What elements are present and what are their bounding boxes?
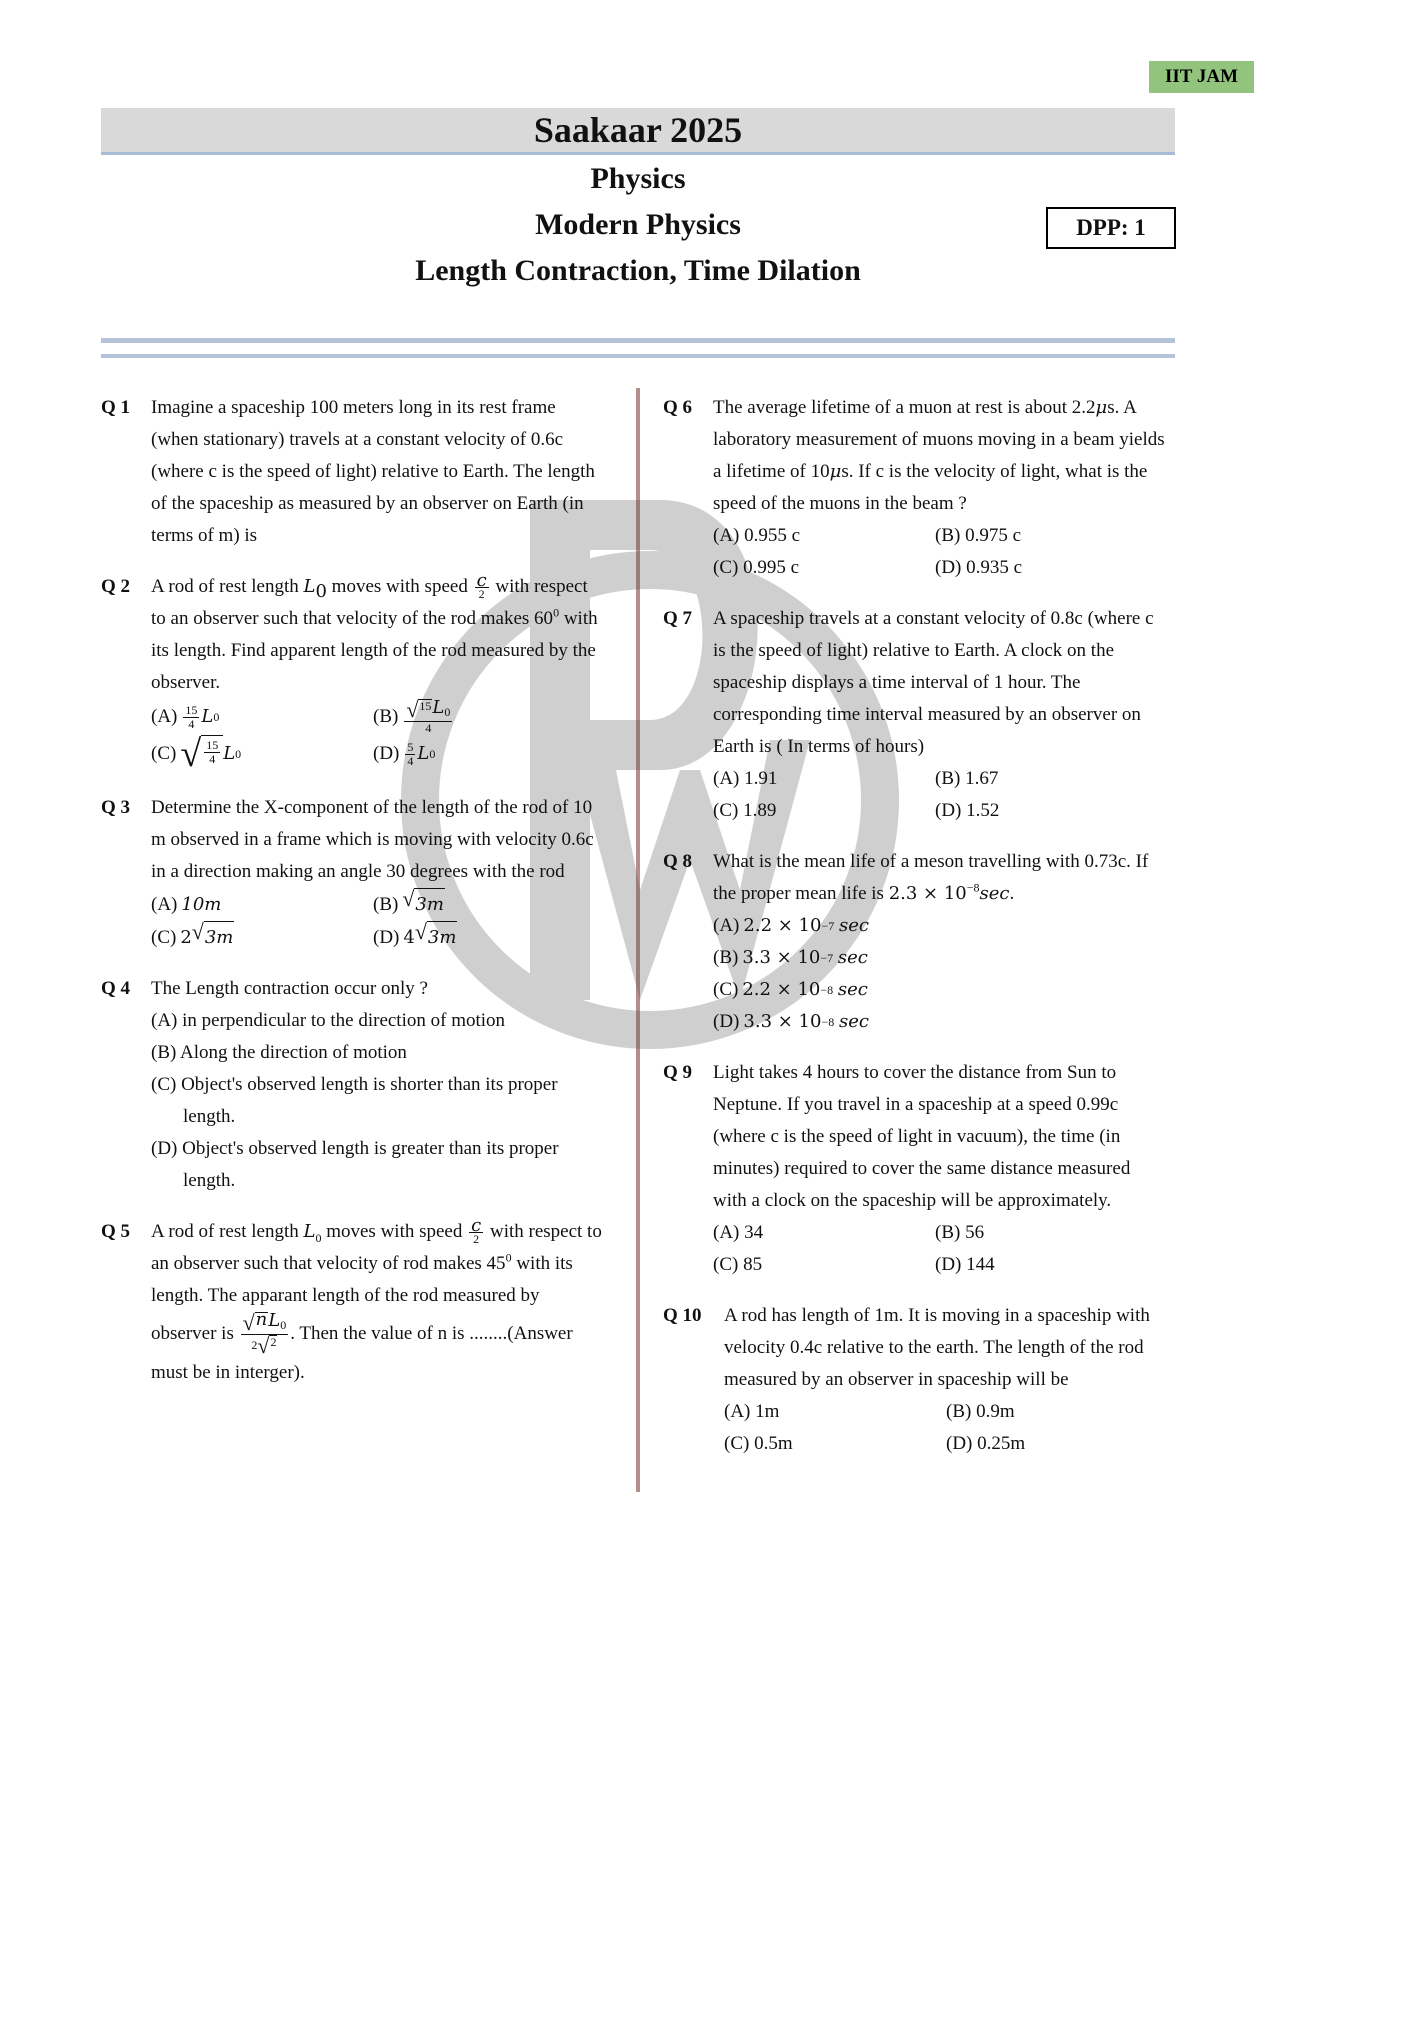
header-rule	[101, 354, 1175, 358]
question-text: The average lifetime of a muon at rest is about 2.2μs. A laboratory measurement of muons moving in a beam yields a lifetime of 10μs. If c is the velocity of light, what is the speed of the muons in the beam ?	[713, 397, 1165, 514]
question-7	[663, 603, 1168, 827]
question-text: A rod has length of 1m. It is moving in a spaceship with velocity 0.4c relative to the earth. The length of the rod measured by an observer in spaceship will be	[724, 1305, 1150, 1390]
option-b: (B) 3.3 × 10 −7 sec	[713, 947, 868, 968]
question-9	[663, 1057, 1168, 1281]
question-number: Q 6	[663, 397, 693, 418]
question-number: Q 10	[663, 1305, 702, 1326]
option-a: (A) $\frac{15}{4}$ L 0	[151, 702, 220, 731]
option-a: (A) 10m	[151, 893, 222, 915]
options	[151, 888, 606, 954]
question-6	[663, 392, 1168, 584]
option-a: (A) 1m	[724, 1401, 780, 1422]
options	[713, 910, 1168, 1038]
option-d: (D) 144	[935, 1254, 995, 1275]
left-column	[101, 392, 606, 1408]
option-d: (D) 0.25m	[946, 1433, 1026, 1454]
question-text: Imagine a spaceship 100 meters long in its rest frame (when stationary) travels at a constant velocity of 0.6c (where c is the speed of light) relative to Earth. The length of the spaceship as measured by an observer on Earth (in terms of m) is	[151, 397, 595, 546]
question-number: Q 7	[663, 608, 693, 629]
option-c: (C) 1.89	[713, 800, 777, 821]
options	[151, 1005, 606, 1197]
option-c: (C) 85	[713, 1254, 763, 1275]
question-5	[101, 1216, 606, 1389]
question-number: Q 3	[101, 797, 131, 818]
option-b: (B) 1.67	[935, 768, 999, 789]
option-a: (A) 0.955 c	[713, 525, 801, 546]
option-b: (B) 0.975 c	[935, 525, 1022, 546]
question-number: Q 5	[101, 1221, 131, 1242]
option-b: (B) 0.9m	[946, 1401, 1015, 1422]
exam-tag: IIT JAM	[1149, 61, 1254, 93]
page-title: Saakaar 2025	[101, 108, 1175, 155]
question-2	[101, 571, 606, 773]
options	[151, 696, 606, 775]
options	[713, 520, 1168, 584]
question-3	[101, 792, 606, 954]
option-a: (A) 1.91	[713, 768, 778, 789]
question-text: A spaceship travels at a constant velocity of 0.8c (where c is the speed of light) relative to Earth. A clock on the spaceship displays a time interval of 1 hour. The corresponding time interval measured by an observer on Earth is ( In terms of hours)	[713, 608, 1154, 757]
question-text: Light takes 4 hours to cover the distance from Sun to Neptune. If you travel in a spaceship at a speed 0.99c (where c is the speed of light in vacuum), the time (in minutes) required to cover the same distance measured with a clock on the spaceship will be approximately.	[713, 1062, 1131, 1211]
question-10	[663, 1300, 1168, 1460]
option-a: (A) 2.2 × 10 −7 sec	[713, 915, 869, 936]
option-c: (C) 0.995 c	[713, 557, 800, 578]
option-c: (C) Object's observed length is shorter than its proper length.	[151, 1074, 558, 1127]
option-a: (A) 34	[713, 1222, 764, 1243]
option-d: (D) 0.935 c	[935, 557, 1023, 578]
option-b: (B) Along the direction of motion	[151, 1042, 407, 1063]
question-text: The Length contraction occur only ?	[151, 978, 428, 999]
right-column	[663, 392, 1168, 1479]
topic-heading: Length Contraction, Time Dilation	[415, 254, 861, 287]
question-text: What is the mean life of a meson travelling with 0.73c. If the proper mean life is $2.3 \times 10^{-8}\sec$.	[713, 851, 1149, 904]
option-c: (C) 0.5m	[724, 1433, 793, 1454]
option-c: (C) √ $\frac{15}{4}$ L 0	[151, 733, 242, 775]
option-c: (C) 2 √ 3m	[151, 921, 373, 954]
options	[713, 763, 1168, 827]
options	[713, 1217, 1168, 1281]
option-b: (B) 56	[935, 1222, 985, 1243]
question-number: Q 8	[663, 851, 693, 872]
option-d: (D) $\frac{5}{4}$ L 0	[373, 739, 436, 768]
option-b: (B) √ 15 $L_0$ 4	[373, 696, 451, 735]
question-text: A rod of rest length $L_0$ moves with speed $\frac{c}{2}$ with respect to an observer such that velocity of the rod makes $60^0$ with its length. Find apparent length of the rod measured by the observer.	[151, 570, 598, 693]
question-text: A rod of rest length $L_0$ moves with speed $\frac{c}{2}$ with respect to an observer such that velocity of rod makes $45^0$ with its length. The apparant length of the rod measured by observer is √ n $L_0$ 2 √ 2 . Then the value of n is ........(Answer must be in interger).	[151, 1215, 602, 1383]
question-text: Determine the X-component of the length of the rod of 10 m observed in a frame which is moving with velocity 0.6c in a direction making an angle 30 degrees with the rod	[151, 797, 594, 882]
fraction: $\frac{c}{2}$	[476, 570, 487, 602]
question-number: Q 2	[101, 576, 131, 597]
question-1	[101, 392, 606, 552]
option-d: (D) 1.52	[935, 800, 1000, 821]
chapter-heading: Modern Physics	[535, 208, 741, 241]
option-b: (B) √ 3m	[373, 888, 595, 921]
question-number: Q 1	[101, 397, 131, 418]
question-number: Q 4	[101, 978, 131, 999]
option-a: (A) in perpendicular to the direction of motion	[151, 1010, 506, 1031]
header-rule	[101, 338, 1175, 343]
question-8	[663, 846, 1168, 1038]
options	[724, 1396, 1168, 1460]
option-c: (C) 2.2 × 10 −8 sec	[713, 979, 868, 1000]
dpp-badge: DPP: 1	[1046, 207, 1176, 249]
subject-heading: Physics	[590, 162, 686, 195]
option-d: (D) 3.3 × 10 −8 sec	[713, 1011, 869, 1032]
option-d: (D) Object's observed length is greater than its proper length.	[151, 1138, 559, 1191]
question-number: Q 9	[663, 1062, 693, 1083]
option-d: (D) 4 √ 3m	[373, 921, 595, 954]
question-4	[101, 973, 606, 1197]
